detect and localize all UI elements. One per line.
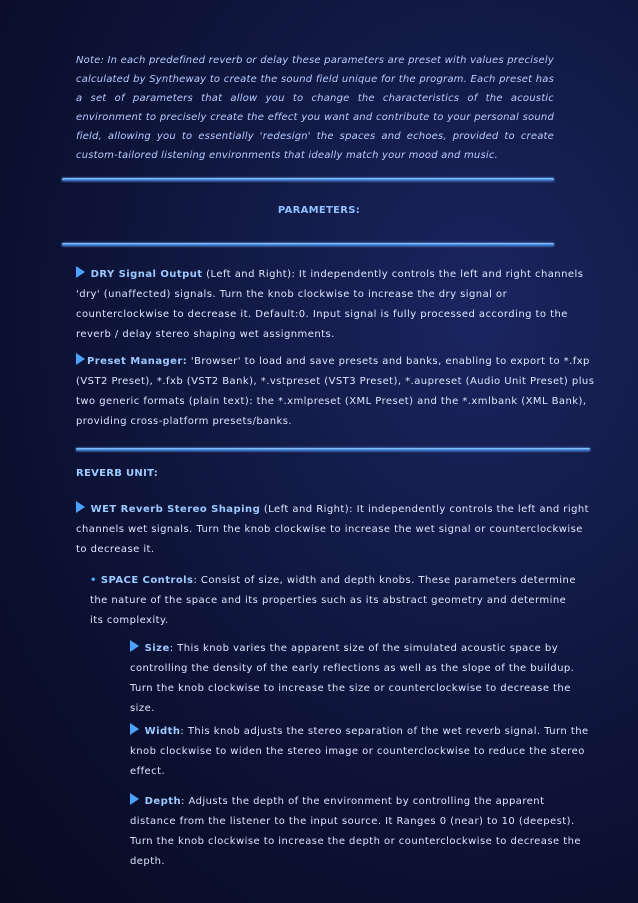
wet-reverb-text: It independently controls the left and right channels wet signals. Turn the knob clockwise to increase the wet signal or counterclockwise to decrease it. (76, 504, 590, 555)
divider-line (62, 243, 554, 246)
depth-term: Depth (144, 796, 182, 807)
space-controls-section (90, 571, 580, 631)
dry-signal-output-subtitle: (Left and Right): (206, 269, 296, 280)
arrow-bullet-icon (76, 353, 85, 365)
size-text: : This knob varies the apparent size of the simulated acoustic space by controlling the density of the early reflections as well as the slope of the buildup. Turn the knob clockwise to increase the size or counterclockwise to decrease the size. (130, 643, 575, 714)
dry-signal-output-term: DRY Signal Output (90, 269, 203, 280)
divider-line (76, 448, 590, 451)
size-section (130, 639, 592, 719)
arrow-bullet-icon (130, 640, 139, 652)
wet-reverb-term: WET Reverb Stereo Shaping (90, 504, 261, 515)
width-text: : This knob adjusts the stereo separation of the wet reverb signal. Turn the knob clockwise to widen the stereo image or counterclockwise to reduce the stereo effect. (130, 726, 589, 777)
preset-manager-section (76, 352, 596, 432)
wet-reverb-section (76, 500, 596, 560)
arrow-bullet-icon (76, 501, 85, 513)
arrow-bullet-icon (130, 793, 139, 805)
arrow-bullet-icon (130, 723, 139, 735)
dry-signal-output-text: It independently controls the left and right channels 'dry' (unaffected) signals. Turn the knob clockwise to increase the dry signal or counterclockwise to decrease it. Default:0. Input signal is fully processed according to the reverb / delay stereo shaping wet assignments. (76, 269, 584, 340)
divider-line (62, 178, 554, 181)
dry-signal-output-section (76, 265, 596, 345)
preset-manager-term: Preset Manager: (87, 356, 188, 367)
space-controls-term: SPACE Controls (100, 575, 194, 586)
depth-text: : Adjusts the depth of the environment by controlling the apparent distance from the listener to the input source. It Ranges 0 (near) to 10 (deepest). Turn the knob clockwise to increase the depth or counterclockwise to decrease the depth. (130, 796, 581, 867)
dot-bullet-icon: • (90, 575, 97, 586)
size-term: Size (144, 643, 170, 654)
width-term: Width (144, 726, 181, 737)
arrow-bullet-icon (76, 266, 85, 278)
space-controls-text: : Consist of size, width and depth knobs. These parameters determine the nature of the space and its properties such as its abstract geometry and determine its complexity. (90, 575, 576, 626)
depth-section (130, 792, 592, 872)
wet-reverb-subtitle: (Left and Right): (263, 504, 353, 515)
reverb-unit-heading: REVERB UNIT: (76, 468, 158, 479)
note-paragraph: Note: In each predefined reverb or delay these parameters are preset with values precisely calculated by Syntheway to create the sound field unique for the program. Each preset has a set of parameters that allow you to change the characteristics of the acoustic environment to precisely create the effect you want and contribute to your personal sound field, allowing you to essentially 'redesign' the spaces and echoes, provided to create custom-tailored listening environments that ideally match your mood and music. (76, 55, 554, 161)
preset-manager-text: 'Browser' to load and save presets and banks, enabling to export to *.fxp (VST2 Preset), *.fxb (VST2 Bank), *.vstpreset (VST3 Preset), *.aupreset (Audio Unit Preset) plus two generic formats (plain text): the *.xmlpreset (XML Preset) and the *.xmlbank (XML Bank), providing cross-platform presets/banks. (76, 356, 595, 427)
parameters-heading: PARAMETERS: (277, 205, 361, 216)
width-section (130, 722, 592, 782)
